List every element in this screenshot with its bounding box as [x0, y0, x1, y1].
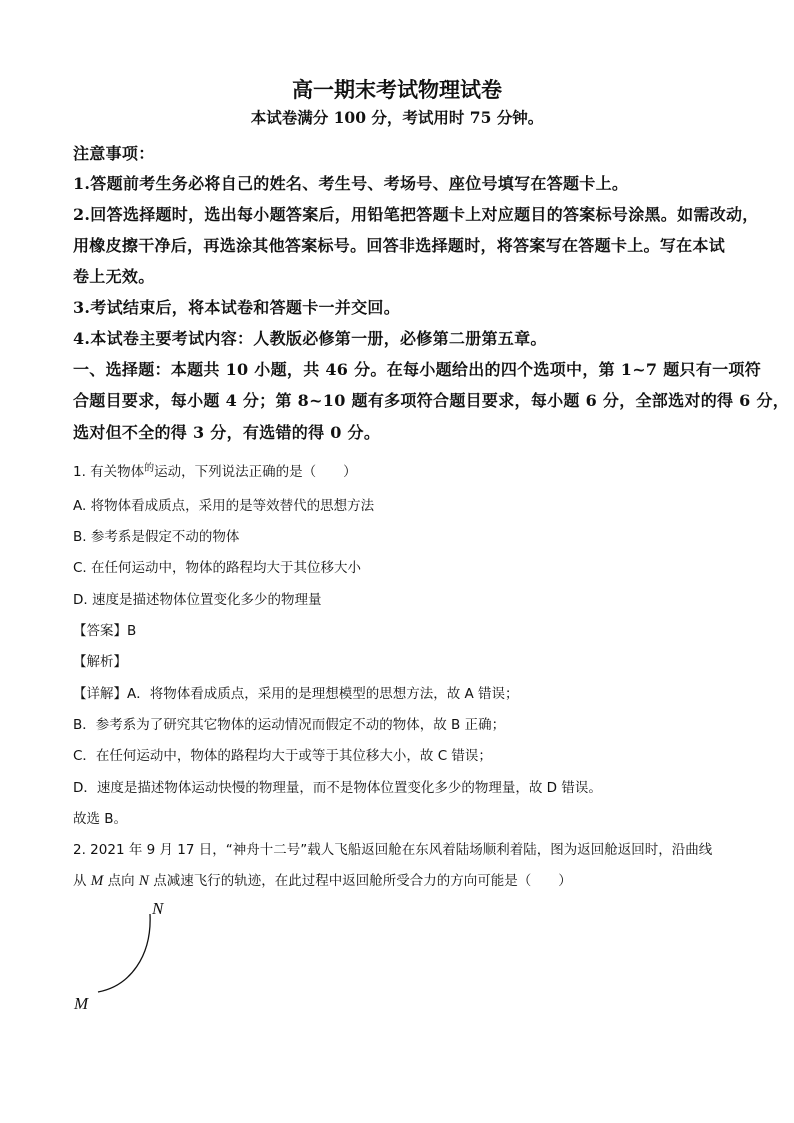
question-1-stem-part-2: 运动，下列说法正确的是（ ）	[154, 464, 357, 480]
trajectory-curve	[98, 914, 150, 992]
notice-item-2-line-2: 用橡皮擦干净后，再选涂其他答案标号。回答非选择题时，将答案写在答题卡上。写在本试	[73, 236, 726, 255]
question-2-stem-text-3: 点减速飞行的轨迹，在此过程中返回舱所受合力的方向可能是（ ）	[148, 873, 572, 889]
notice-heading: 注意事项：	[73, 144, 155, 163]
trajectory-diagram	[70, 896, 180, 1016]
question-1-conclusion: 故选 B。	[73, 811, 128, 827]
section-1-intro-line-3: 选对但不全的得 3 分，有选错的得 0 分。	[73, 423, 381, 442]
question-1-stem-superscript: 的	[144, 463, 155, 474]
question-2-stem-line-1: 2. 2021 年 9 月 17 日，“神舟十二号”载人飞船返回舱在东风着陆场顺利着陆，图为返回舱返回时，沿曲线	[73, 842, 713, 858]
notice-item-4: 4.本试卷主要考试内容：人教版必修第一册，必修第二册第五章。	[73, 329, 547, 348]
question-2-stem-text-1: 从	[73, 873, 91, 889]
section-1-intro-line-2: 合题目要求，每小题 4 分；第 8~10 题有多项符合题目要求，每小题 6 分，全部选对的得 6 分，	[73, 391, 790, 410]
notice-item-2-line-3: 卷上无效。	[73, 267, 155, 286]
diagram-label-n: N	[152, 899, 164, 918]
question-2-stem-text-2: 点向	[103, 873, 139, 889]
question-1-answer: 【答案】B	[73, 623, 137, 639]
notice-item-3: 3.考试结束后，将本试卷和答题卡一并交回。	[73, 298, 401, 317]
page-subtitle: 本试卷满分 100 分，考试用时 75 分钟。	[250, 108, 544, 127]
page-title: 高一期末考试物理试卷	[292, 77, 502, 102]
notice-item-1: 1.答题前考生务必将自己的姓名、考生号、考场号、座位号填写在答题卡上。	[73, 174, 629, 193]
section-1-intro-line-1: 一、选择题：本题共 10 小题，共 46 分。在每小题给出的四个选项中，第 1~7 题只有一项符	[73, 360, 762, 379]
question-1-stem	[73, 459, 357, 480]
question-1-option-c: C. 在任何运动中，物体的路程均大于其位移大小	[73, 560, 362, 576]
question-1-analysis-label: 【解析】	[73, 654, 127, 670]
question-1-detail-b: B．参考系为了研究其它物体的运动情况而假定不动的物体，故 B 正确；	[73, 717, 506, 733]
question-1-option-b: B. 参考系是假定不动的物体	[73, 529, 240, 545]
question-1-stem-part-1: 1. 有关物体	[73, 464, 145, 480]
point-n-label: N	[138, 873, 149, 889]
question-1-detail-d: D．速度是描述物体运动快慢的物理量，而不是物体位置变化多少的物理量，故 D 错误。	[73, 780, 602, 796]
question-2-stem-line-2	[73, 869, 572, 890]
question-1-option-a: A. 将物体看成质点，采用的是等效替代的思想方法	[73, 498, 375, 514]
question-1-detail-a: 【详解】A．将物体看成质点，采用的是理想模型的思想方法，故 A 错误；	[73, 686, 519, 702]
notice-item-2-line-1: 2.回答选择题时，选出每小题答案后，用铅笔把答题卡上对应题目的答案标号涂黑。如需改动，	[73, 205, 759, 224]
diagram-label-m: M	[74, 994, 89, 1013]
question-1-detail-c: C．在任何运动中，物体的路程均大于或等于其位移大小，故 C 错误；	[73, 748, 492, 764]
question-1-option-d: D. 速度是描述物体位置变化多少的物理量	[73, 592, 322, 608]
point-m-label: M	[90, 873, 104, 889]
